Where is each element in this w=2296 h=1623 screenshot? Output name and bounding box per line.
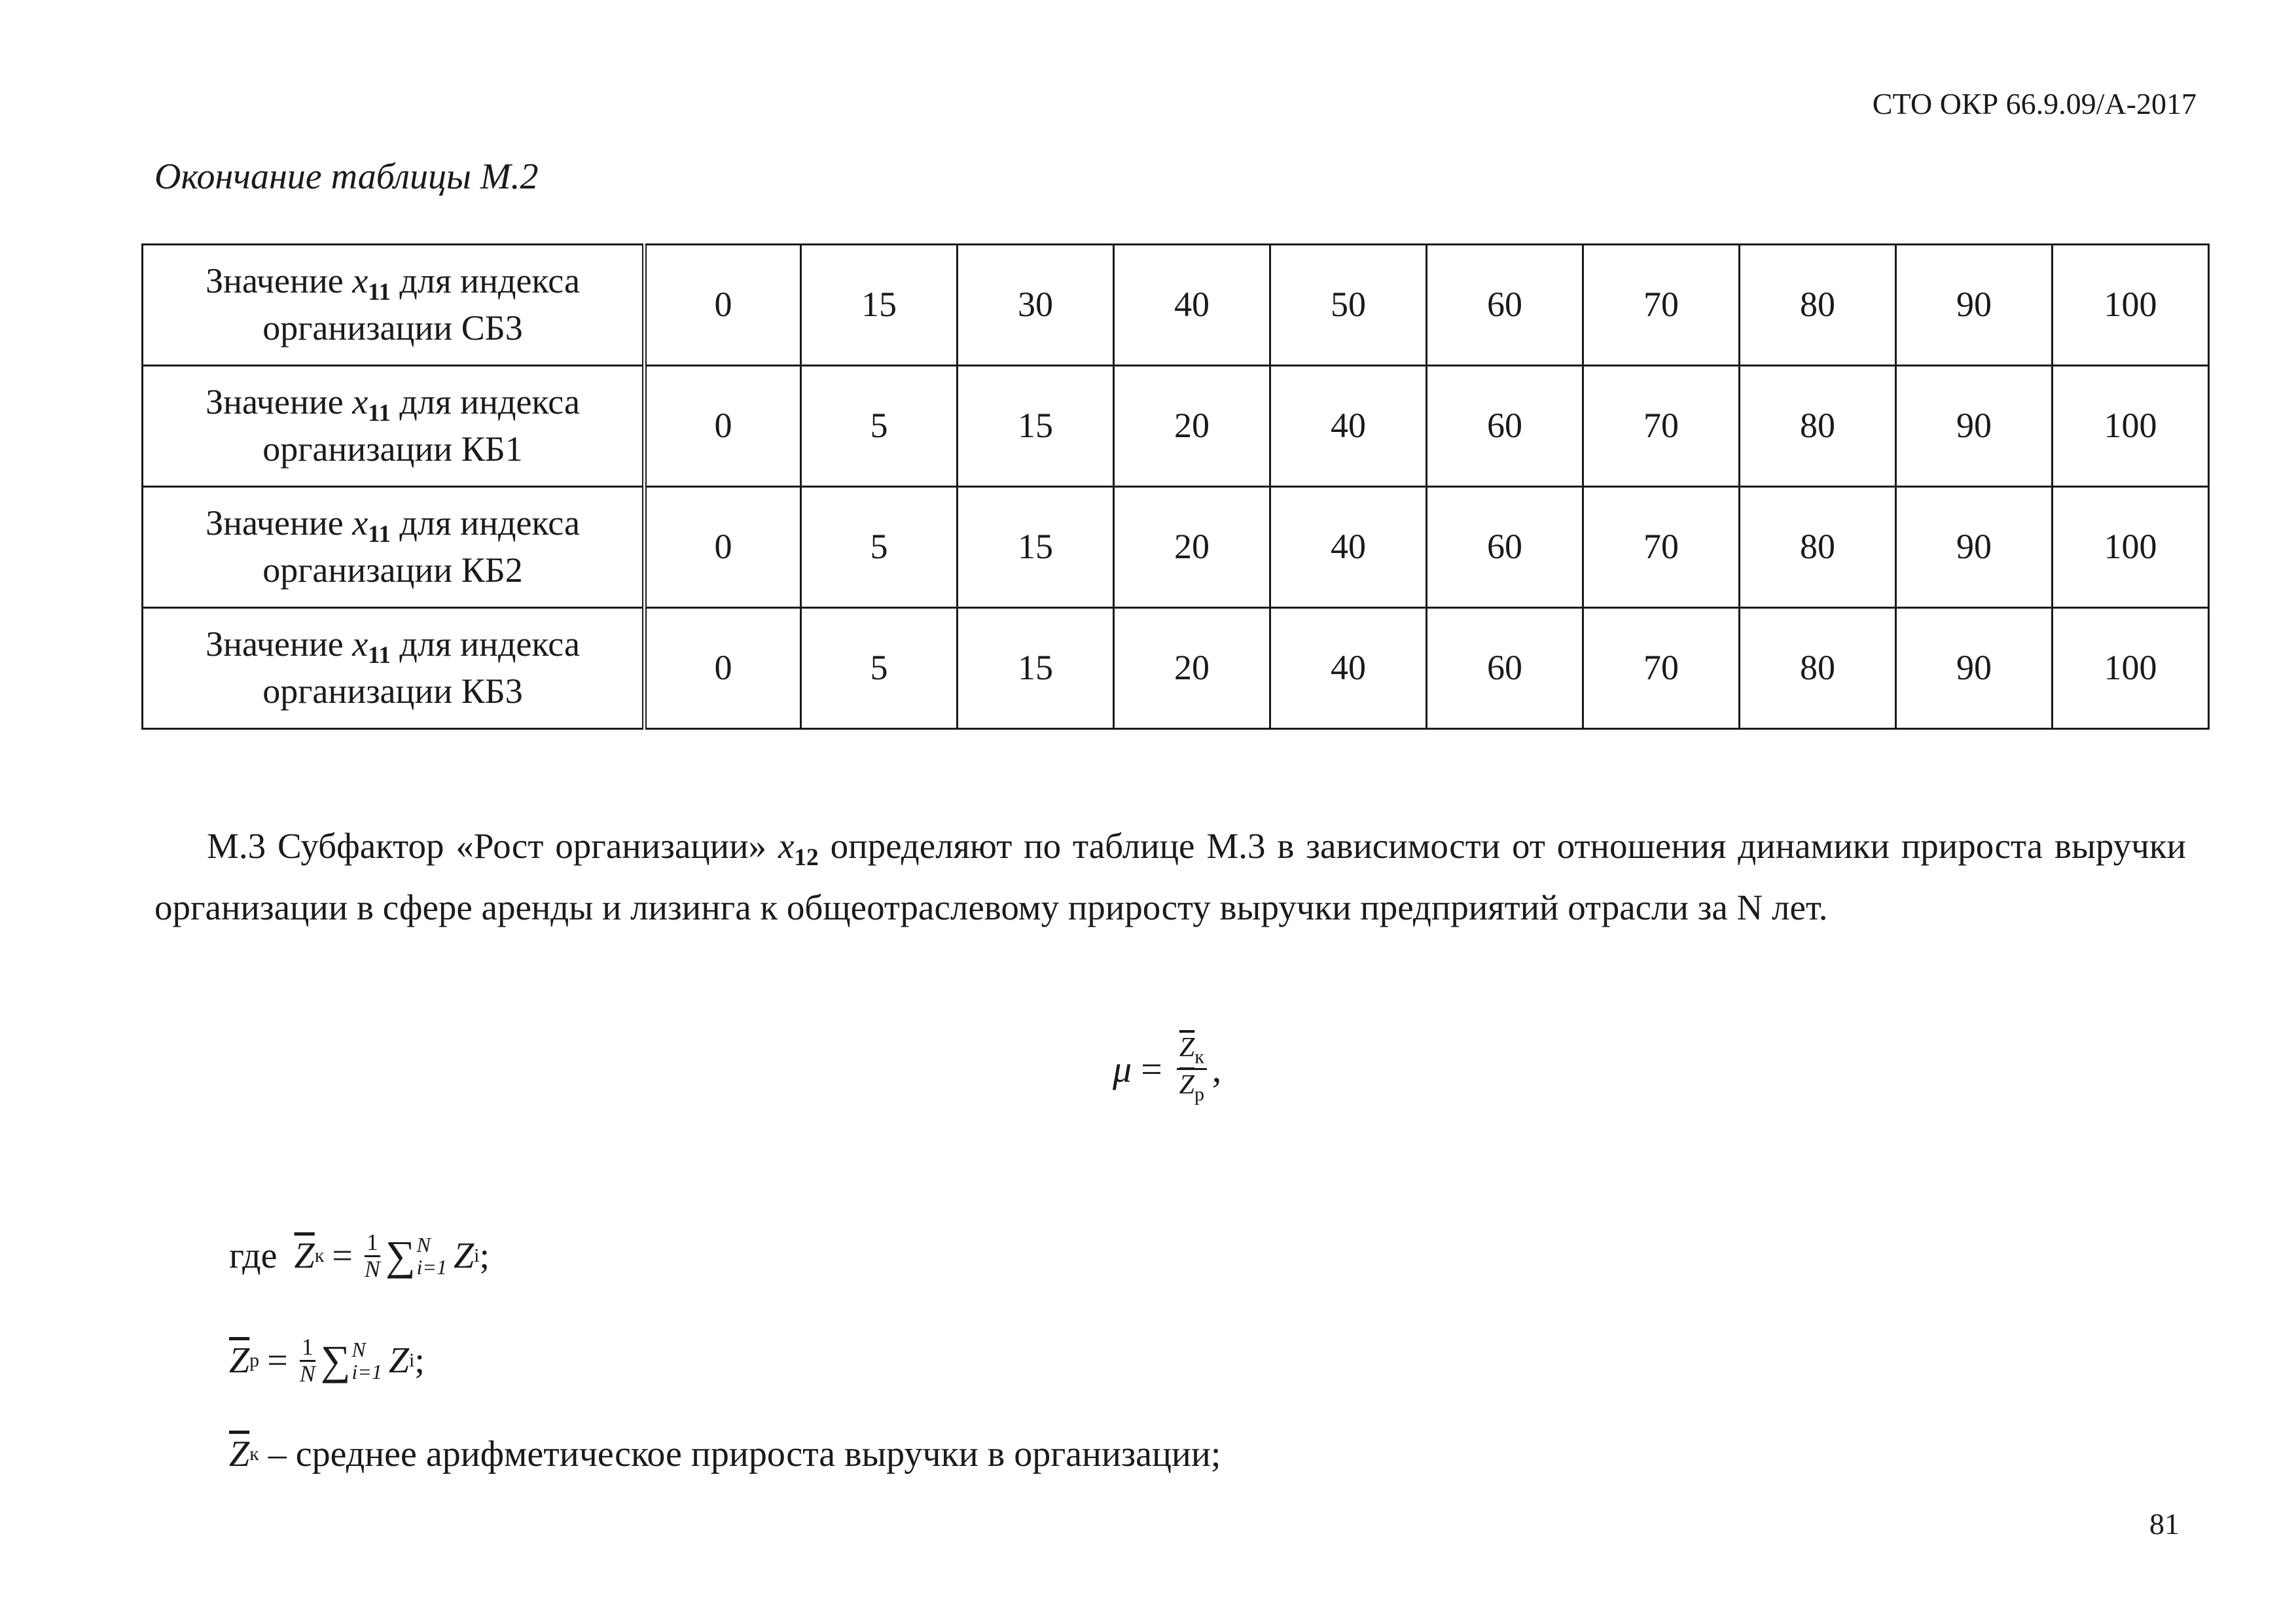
table-cell: 0 (645, 608, 801, 729)
table-cell: 60 (1427, 366, 1583, 487)
table-cell: 40 (1270, 487, 1427, 608)
table-cell: 60 (1427, 487, 1583, 608)
table-cell: 70 (1583, 245, 1740, 366)
formula-lhs: μ (1113, 1047, 1132, 1090)
table-cell: 0 (645, 487, 801, 608)
table-cell: 60 (1427, 608, 1583, 729)
table-cell: 90 (1896, 608, 2053, 729)
paragraph-text-after: определяют по таблице М.3 в зависимости от отношения динамики прироста выручки организации в сфере аренды и лизинга к общеотраслевому приросту выручки предприятий отрасли за N лет. (154, 826, 2186, 928)
paragraph-text-before: М.3 Субфактор «Рост организации» (207, 826, 767, 866)
table-cell: 5 (801, 366, 958, 487)
table-cell: 20 (1114, 366, 1270, 487)
table-cell: 80 (1740, 608, 1896, 729)
table-cell: 70 (1583, 487, 1740, 608)
table-row (143, 245, 2209, 366)
paragraph-variable: $x_{12}$ (778, 826, 819, 872)
paragraph-m3 (154, 821, 2186, 933)
row-label: Значение $x_{11}$ для индекса организации КБ1 (143, 366, 645, 487)
table-cell: 5 (801, 608, 958, 729)
table-cell: 90 (1896, 366, 2053, 487)
table-cell: 0 (645, 245, 801, 366)
table-cell: 20 (1114, 608, 1270, 729)
formula-equals: = (1141, 1047, 1162, 1090)
table-cell: 0 (645, 366, 801, 487)
definition-zp-formula: $\overline{Z}$ р = $\frac{1}{N}$ ∑ N i=1 Z i ; (229, 1334, 425, 1387)
table-caption: Окончание таблицы М.2 (154, 156, 539, 197)
table-cell: 100 (2053, 608, 2209, 729)
table-cell: 80 (1740, 245, 1896, 366)
table-row (143, 487, 2209, 608)
table-cell: 60 (1427, 245, 1583, 366)
row-label: Значение $x_{11}$ для индекса организации СБ3 (143, 245, 645, 366)
table-cell: 15 (801, 245, 958, 366)
formula-mu (1113, 1033, 1221, 1105)
table-cell: 70 (1583, 608, 1740, 729)
row-label: Значение $x_{11}$ для индекса организации КБ2 (143, 487, 645, 608)
formula-fraction: $\frac{\overline{Z}_к}{\overline{Z}_р}$ (1177, 1033, 1207, 1105)
table-cell: 80 (1740, 487, 1896, 608)
table-cell: 5 (801, 487, 958, 608)
table-cell: 40 (1270, 608, 1427, 729)
table-cell: 40 (1270, 366, 1427, 487)
table-cell: 80 (1740, 366, 1896, 487)
table-cell: 40 (1114, 245, 1270, 366)
definition-zk-formula: где $\overline{Z}$ к = $\frac{1}{N}$ ∑ N i=1 Z i ; (229, 1229, 490, 1282)
table-cell: 15 (958, 487, 1114, 608)
table-row (143, 366, 2209, 487)
table-cell: 90 (1896, 487, 2053, 608)
table-row (143, 608, 2209, 729)
table-cell: 15 (958, 608, 1114, 729)
table-cell: 20 (1114, 487, 1270, 608)
row-label: Значение $x_{11}$ для индекса организации КБ3 (143, 608, 645, 729)
table-cell: 50 (1270, 245, 1427, 366)
table-cell: 70 (1583, 366, 1740, 487)
table-cell: 100 (2053, 245, 2209, 366)
definition-zk-text: $\overline{Z}$ к – среднее арифметическое прироста выручки в организации; (229, 1434, 1221, 1474)
table-cell: 90 (1896, 245, 2053, 366)
page-number: 81 (2149, 1507, 2179, 1541)
document-code: СТО ОКР 66.9.09/А-2017 (1872, 87, 2197, 120)
table-cell: 15 (958, 366, 1114, 487)
table-cell: 100 (2053, 366, 2209, 487)
table-cell: 100 (2053, 487, 2209, 608)
table-cell: 30 (958, 245, 1114, 366)
formula-tail: , (1211, 1047, 1222, 1090)
data-table (141, 243, 2210, 730)
